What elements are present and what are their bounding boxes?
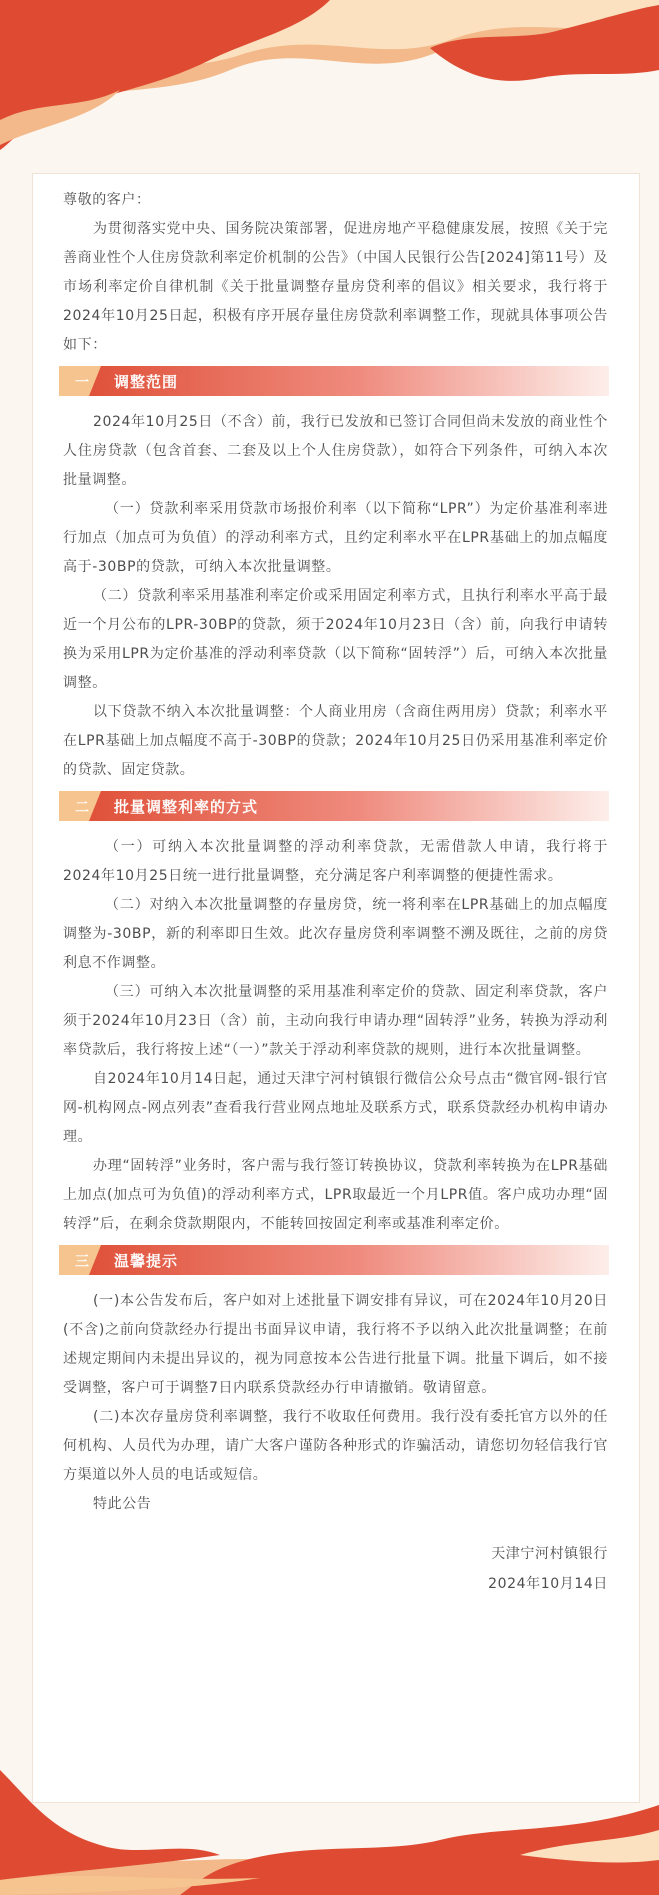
closing-line: 特此公告	[93, 1496, 152, 1512]
section-2-paragraph: （二）对纳入本次批量调整的存量房贷，统一将利率在LPR基础上的加点幅度调整为-30BP，新的利率即日生效。此次存量房贷利率调整不溯及既往，之前的房贷利息不作调整。	[63, 897, 608, 971]
section-2-paragraph: （一）可纳入本次批量调整的浮动利率贷款，无需借款人申请，我行将于2024年10月25日统一进行批量调整，充分满足客户利率调整的便捷性需求。	[63, 839, 608, 884]
signature-bank: 天津宁河村镇银行	[491, 1546, 608, 1562]
section-2-paragraph: 办理“固转浮”业务时，客户需与我行签订转换协议，贷款利率转换为在LPR基础上加点(加点可为负值)的浮动利率方式，LPR取最近一个月LPR值。客户成功办理“固转浮”后，在剩余贷款期限内，不能转回按固定利率或基准利率定价。	[63, 1158, 608, 1232]
section-2-paragraph: 自2024年10月14日起，通过天津宁河村镇银行微信公众号点击“微官网-银行官网-机构网点-网点列表”查看我行营业网点地址及联系方式，联系贷款经办机构申请办理。	[63, 1071, 608, 1145]
notice-content	[63, 186, 608, 1599]
section-3-paragraph: (一)本公告发布后，客户如对上述批量下调安排有异议，可在2024年10月20日(不含)之前向贷款经办行提出书面异议申请，我行将不予以纳入此次批量调整；在前述规定期间内未提出异议的，视为同意按本公告进行批量下调。批量下调后，如不接受调整，客户可于调整7日内联系贷款经办行申请撤销。敬请留意。	[63, 1293, 608, 1396]
section-number-2: 二	[75, 800, 89, 816]
signature-block	[63, 1539, 608, 1599]
section-1-paragraph: （二）贷款利率采用基准利率定价或采用固定利率方式，且执行利率水平高于最近一个月公布的LPR-30BP的贷款，须于2024年10月23日（含）前，向我行申请转换为采用LPR为定价基准的浮动利率贷款（以下简称“固转浮”）后，可纳入本次批量调整。	[63, 588, 608, 691]
greeting: 尊敬的客户：	[63, 192, 151, 208]
section-title-3: 温馨提示	[114, 1252, 179, 1270]
top-wave-decoration	[0, 0, 659, 160]
section-header-1	[59, 366, 609, 396]
signature-date: 2024年10月14日	[488, 1576, 608, 1592]
section-number-1: 一	[75, 375, 89, 391]
section-title-2: 批量调整利率的方式	[114, 798, 259, 816]
section-title-1: 调整范围	[114, 373, 179, 391]
section-number-3: 三	[75, 1254, 89, 1270]
section-2-paragraph: （三）可纳入本次批量调整的采用基准利率定价的贷款、固定利率贷款，客户须于2024年10月23日（含）前，主动向我行申请办理“固转浮”业务，转换为浮动利率贷款后，我行将按上述“（一）”款关于浮动利率贷款的规则，进行本次批量调整。	[63, 984, 608, 1058]
section-3-paragraph: (二)本次存量房贷利率调整，我行不收取任何费用。我行没有委托官方以外的任何机构、人员代为办理，请广大客户谨防各种形式的诈骗活动，请您切勿轻信我行官方渠道以外人员的电话或短信。	[63, 1409, 608, 1483]
section-1-paragraph: 以下贷款不纳入本次批量调整：个人商业用房（含商住两用房）贷款；利率水平在LPR基础上加点幅度不高于-30BP的贷款；2024年10月25日仍采用基准利率定价的贷款、固定贷款。	[63, 704, 608, 778]
section-header-3	[59, 1245, 609, 1275]
section-1-paragraph: 2024年10月25日（不含）前，我行已发放和已签订合同但尚未发放的商业性个人住房贷款（包含首套、二套及以上个人住房贷款），如符合下列条件，可纳入本次批量调整。	[63, 414, 608, 488]
intro-paragraph: 为贯彻落实党中央、国务院决策部署，促进房地产平稳健康发展，按照《关于完善商业性个人住房贷款利率定价机制的公告》（中国人民银行公告[2024]第11号）及市场利率定价自律机制《关于批量调整存量房贷利率的倡议》相关要求，我行将于2024年10月25日起，积极有序开展存量住房贷款利率调整工作，现就具体事项公告如下：	[63, 221, 608, 353]
section-header-2	[59, 791, 609, 821]
section-1-paragraph: （一）贷款利率采用贷款市场报价利率（以下简称“LPR”）为定价基准利率进行加点（加点可为负值）的浮动利率方式，且约定利率水平在LPR基础上的加点幅度高于-30BP的贷款，可纳入本次批量调整。	[63, 501, 608, 575]
